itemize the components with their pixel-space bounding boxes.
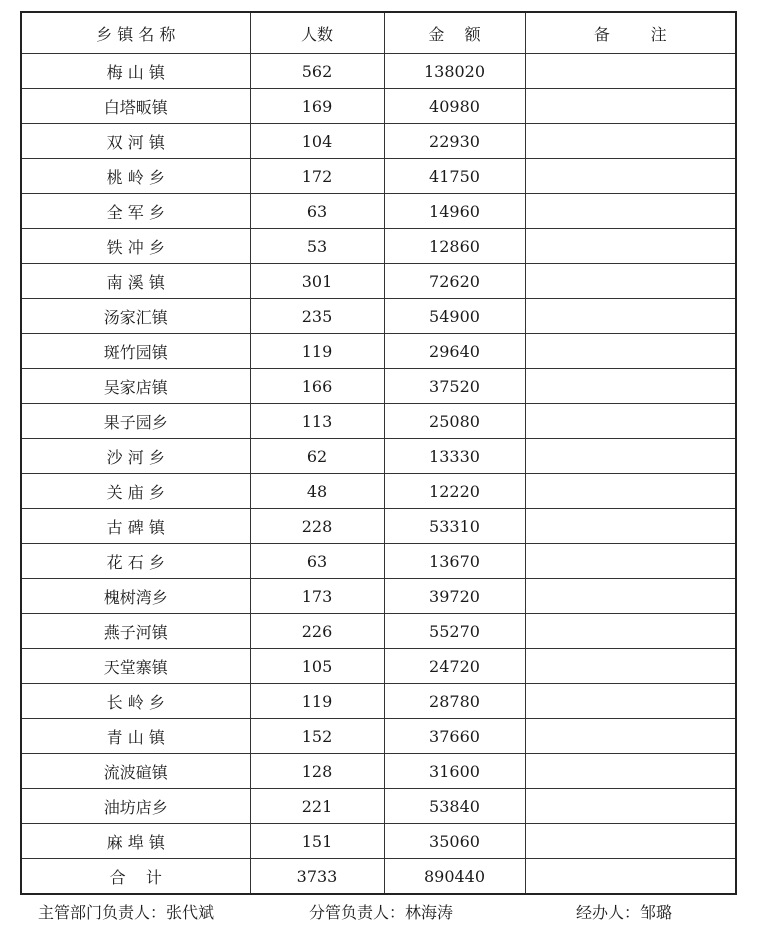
township-name-cell: 桃 岭 乡 bbox=[21, 159, 250, 194]
amount-cell: 35060 bbox=[384, 824, 525, 859]
amount-cell: 22930 bbox=[384, 124, 525, 159]
total-note bbox=[525, 859, 736, 895]
amount-cell: 13330 bbox=[384, 439, 525, 474]
note-cell bbox=[525, 544, 736, 579]
amount-cell: 24720 bbox=[384, 649, 525, 684]
amount-cell: 29640 bbox=[384, 334, 525, 369]
table-row bbox=[21, 264, 736, 299]
township-name-cell: 吴家店镇 bbox=[21, 369, 250, 404]
note-cell bbox=[525, 649, 736, 684]
table-row bbox=[21, 334, 736, 369]
amount-cell: 12860 bbox=[384, 229, 525, 264]
handler-signature: 经办人：邹璐 bbox=[576, 903, 673, 922]
amount-cell: 54900 bbox=[384, 299, 525, 334]
count-cell: 105 bbox=[250, 649, 384, 684]
township-name-cell: 双 河 镇 bbox=[21, 124, 250, 159]
township-name-cell: 油坊店乡 bbox=[21, 789, 250, 824]
count-cell: 53 bbox=[250, 229, 384, 264]
note-cell bbox=[525, 369, 736, 404]
count-cell: 113 bbox=[250, 404, 384, 439]
amount-cell: 12220 bbox=[384, 474, 525, 509]
township-name-cell: 长 岭 乡 bbox=[21, 684, 250, 719]
note-cell bbox=[525, 264, 736, 299]
township-name-cell: 天堂寨镇 bbox=[21, 649, 250, 684]
note-cell bbox=[525, 579, 736, 614]
note-cell bbox=[525, 719, 736, 754]
table-row bbox=[21, 369, 736, 404]
signature-footer bbox=[0, 900, 758, 924]
note-cell bbox=[525, 194, 736, 229]
table-row bbox=[21, 474, 736, 509]
count-cell: 104 bbox=[250, 124, 384, 159]
header-township-name: 乡 镇 名 称 bbox=[21, 12, 250, 54]
amount-cell: 31600 bbox=[384, 754, 525, 789]
table-row bbox=[21, 789, 736, 824]
table-row bbox=[21, 159, 736, 194]
note-cell bbox=[525, 299, 736, 334]
total-label: 合 计 bbox=[21, 859, 250, 895]
township-name-cell: 梅 山 镇 bbox=[21, 54, 250, 89]
table-row bbox=[21, 719, 736, 754]
table-row bbox=[21, 754, 736, 789]
township-name-cell: 汤家汇镇 bbox=[21, 299, 250, 334]
total-count: 3733 bbox=[250, 859, 384, 895]
note-cell bbox=[525, 614, 736, 649]
table-row bbox=[21, 824, 736, 859]
count-cell: 228 bbox=[250, 509, 384, 544]
amount-cell: 53310 bbox=[384, 509, 525, 544]
note-cell bbox=[525, 474, 736, 509]
count-cell: 152 bbox=[250, 719, 384, 754]
table-row bbox=[21, 124, 736, 159]
amount-cell: 40980 bbox=[384, 89, 525, 124]
table-row bbox=[21, 544, 736, 579]
header-note: 备 注 bbox=[525, 12, 736, 54]
amount-cell: 138020 bbox=[384, 54, 525, 89]
amount-cell: 39720 bbox=[384, 579, 525, 614]
count-cell: 166 bbox=[250, 369, 384, 404]
total-amount: 890440 bbox=[384, 859, 525, 895]
amount-cell: 14960 bbox=[384, 194, 525, 229]
count-cell: 128 bbox=[250, 754, 384, 789]
note-cell bbox=[525, 404, 736, 439]
township-name-cell: 白塔畈镇 bbox=[21, 89, 250, 124]
count-cell: 63 bbox=[250, 194, 384, 229]
amount-cell: 25080 bbox=[384, 404, 525, 439]
table-row bbox=[21, 439, 736, 474]
count-cell: 226 bbox=[250, 614, 384, 649]
note-cell bbox=[525, 684, 736, 719]
table-row bbox=[21, 194, 736, 229]
count-cell: 235 bbox=[250, 299, 384, 334]
township-name-cell: 铁 冲 乡 bbox=[21, 229, 250, 264]
table-row bbox=[21, 299, 736, 334]
note-cell bbox=[525, 54, 736, 89]
amount-cell: 37520 bbox=[384, 369, 525, 404]
header-row bbox=[21, 12, 736, 54]
township-name-cell: 燕子河镇 bbox=[21, 614, 250, 649]
count-cell: 173 bbox=[250, 579, 384, 614]
note-cell bbox=[525, 229, 736, 264]
count-cell: 221 bbox=[250, 789, 384, 824]
township-name-cell: 麻 埠 镇 bbox=[21, 824, 250, 859]
table-row bbox=[21, 649, 736, 684]
amount-cell: 41750 bbox=[384, 159, 525, 194]
amount-cell: 55270 bbox=[384, 614, 525, 649]
township-name-cell: 青 山 镇 bbox=[21, 719, 250, 754]
count-cell: 562 bbox=[250, 54, 384, 89]
table-row bbox=[21, 54, 736, 89]
table-row bbox=[21, 614, 736, 649]
table-row bbox=[21, 684, 736, 719]
township-name-cell: 全 军 乡 bbox=[21, 194, 250, 229]
township-name-cell: 花 石 乡 bbox=[21, 544, 250, 579]
count-cell: 62 bbox=[250, 439, 384, 474]
township-name-cell: 斑竹园镇 bbox=[21, 334, 250, 369]
amount-cell: 53840 bbox=[384, 789, 525, 824]
table-row bbox=[21, 404, 736, 439]
note-cell bbox=[525, 124, 736, 159]
note-cell bbox=[525, 754, 736, 789]
township-name-cell: 南 溪 镇 bbox=[21, 264, 250, 299]
supervisor-signature: 分管负责人：林海涛 bbox=[309, 903, 454, 922]
subsidy-table bbox=[20, 11, 737, 895]
count-cell: 169 bbox=[250, 89, 384, 124]
count-cell: 172 bbox=[250, 159, 384, 194]
table-row bbox=[21, 579, 736, 614]
note-cell bbox=[525, 824, 736, 859]
count-cell: 151 bbox=[250, 824, 384, 859]
note-cell bbox=[525, 439, 736, 474]
table-row bbox=[21, 229, 736, 264]
count-cell: 48 bbox=[250, 474, 384, 509]
table-body bbox=[21, 54, 736, 859]
township-name-cell: 槐树湾乡 bbox=[21, 579, 250, 614]
total-row bbox=[21, 859, 736, 895]
township-name-cell: 关 庙 乡 bbox=[21, 474, 250, 509]
count-cell: 119 bbox=[250, 334, 384, 369]
table-row bbox=[21, 89, 736, 124]
note-cell bbox=[525, 159, 736, 194]
township-name-cell: 流波碹镇 bbox=[21, 754, 250, 789]
note-cell bbox=[525, 789, 736, 824]
note-cell bbox=[525, 509, 736, 544]
header-amount: 金 额 bbox=[384, 12, 525, 54]
amount-cell: 37660 bbox=[384, 719, 525, 754]
amount-cell: 28780 bbox=[384, 684, 525, 719]
amount-cell: 72620 bbox=[384, 264, 525, 299]
amount-cell: 13670 bbox=[384, 544, 525, 579]
township-name-cell: 沙 河 乡 bbox=[21, 439, 250, 474]
count-cell: 63 bbox=[250, 544, 384, 579]
note-cell bbox=[525, 89, 736, 124]
note-cell bbox=[525, 334, 736, 369]
count-cell: 301 bbox=[250, 264, 384, 299]
township-name-cell: 古 碑 镇 bbox=[21, 509, 250, 544]
department-head-signature: 主管部门负责人：张代斌 bbox=[38, 903, 215, 922]
table-row bbox=[21, 509, 736, 544]
header-count: 人数 bbox=[250, 12, 384, 54]
count-cell: 119 bbox=[250, 684, 384, 719]
township-name-cell: 果子园乡 bbox=[21, 404, 250, 439]
